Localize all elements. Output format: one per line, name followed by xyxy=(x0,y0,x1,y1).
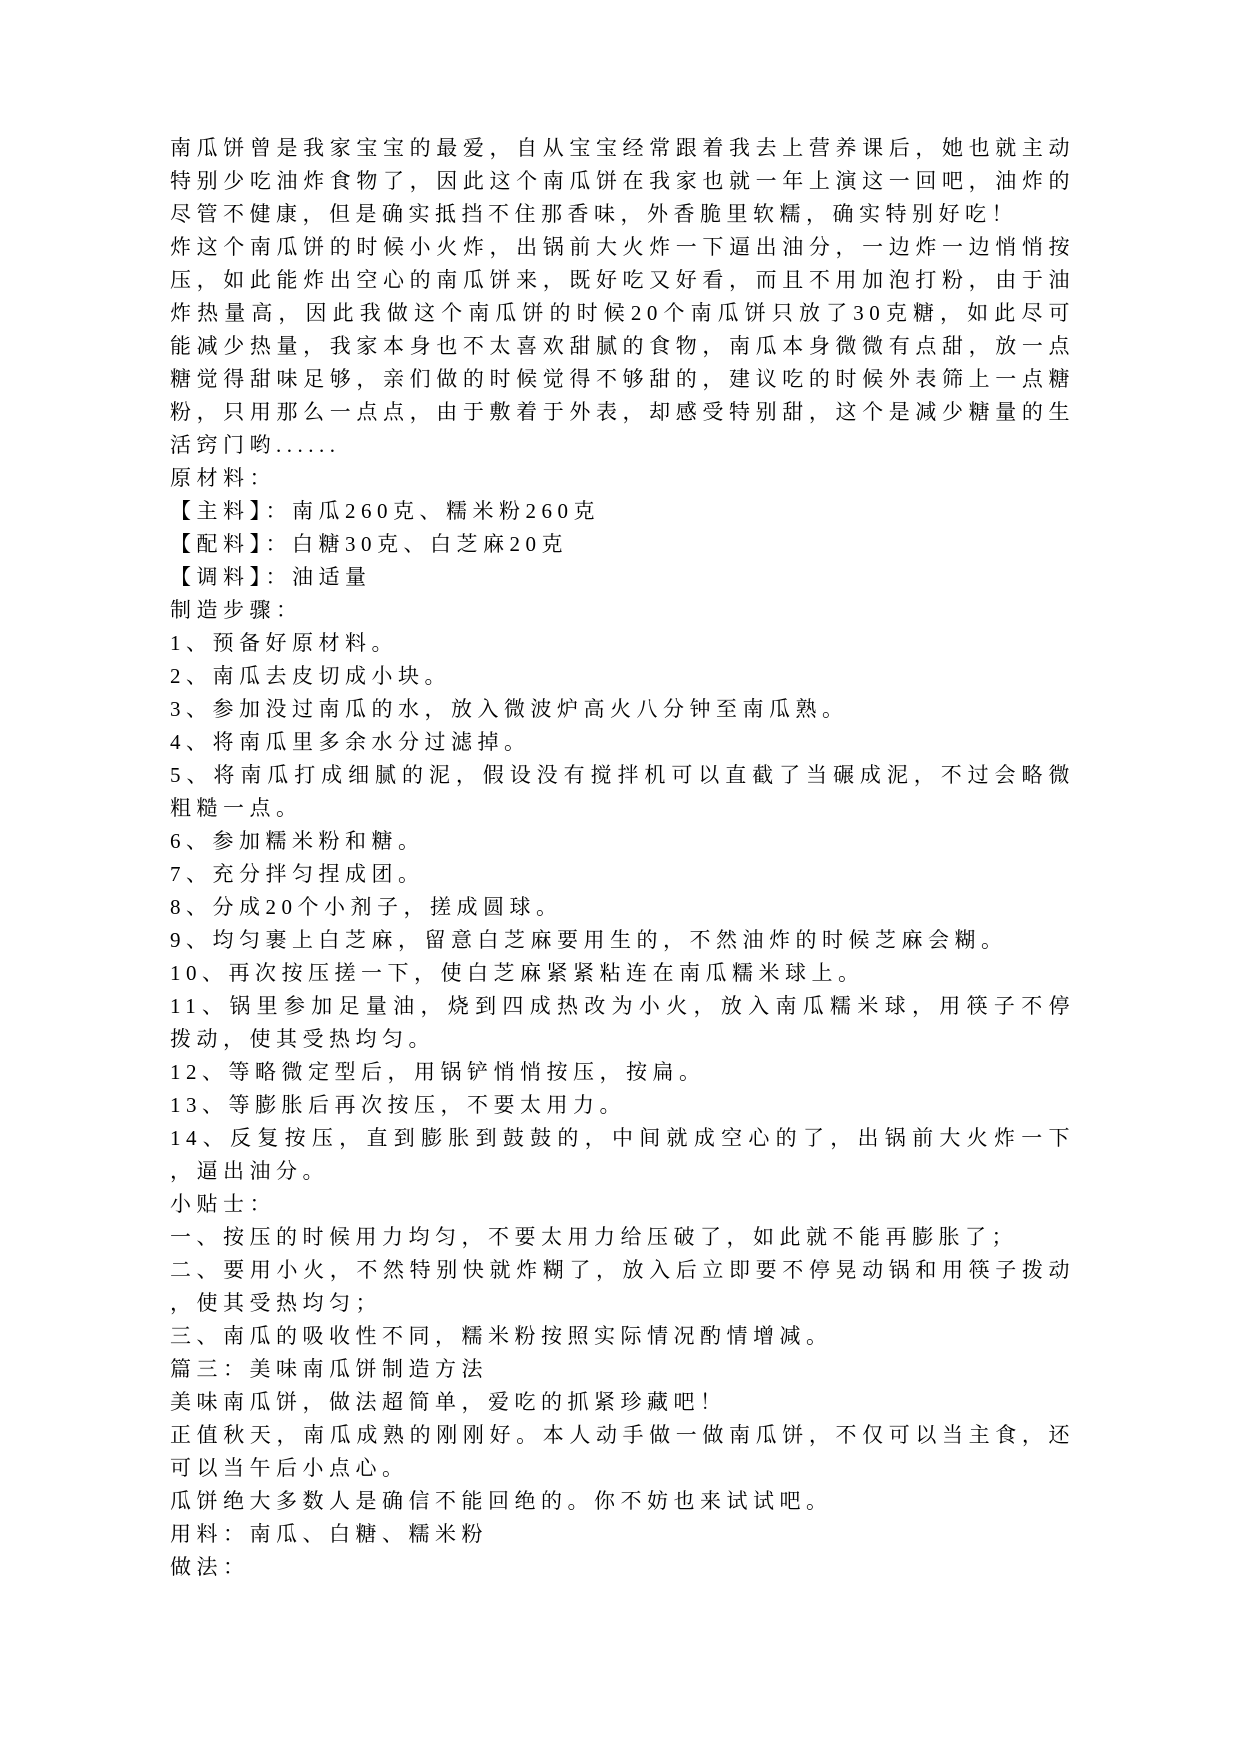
step-item: 1、预备好原材料。 xyxy=(170,631,398,655)
step-item: 10、再次按压搓一下，使白芝麻紧紧粘连在南瓜糯米球上。 xyxy=(170,961,865,985)
section-heading: 原材料： xyxy=(170,466,276,490)
section-heading: 做法： xyxy=(170,1555,250,1579)
step-item: 4、将南瓜里多余水分过滤掉。 xyxy=(170,730,531,754)
ingredient-line: 【配料】：白糖30克、白芝麻20克 xyxy=(170,532,568,556)
section-heading: 篇三：美味南瓜饼制造方法 xyxy=(170,1357,488,1381)
document-body xyxy=(170,132,1075,1584)
step-item: 8、分成20个小剂子，搓成圆球。 xyxy=(170,895,563,919)
step-item: 12、等略微定型后，用锅铲悄悄按压，按扁。 xyxy=(170,1060,706,1084)
ingredient-line: 用料：南瓜、白糖、糯米粉 xyxy=(170,1522,488,1546)
tip-item: 二、要用小火，不然特别快就炸糊了，放入后立即要不停晃动锅和用筷子拨动，使其受热均匀； xyxy=(170,1258,1075,1315)
step-item: 3、参加没过南瓜的水，放入微波炉高火八分钟至南瓜熟。 xyxy=(170,697,849,721)
step-item: 9、均匀裹上白芝麻，留意白芝麻要用生的，不然油炸的时候芝麻会糊。 xyxy=(170,928,1008,952)
ingredient-line: 【调料】：油适量 xyxy=(170,565,372,589)
step-item: 6、参加糯米粉和糖。 xyxy=(170,829,425,853)
ingredient-line: 【主料】：南瓜260克、糯米粉260克 xyxy=(170,499,600,523)
step-item: 14、反复按压，直到膨胀到鼓鼓的，中间就成空心的了，出锅前大火炸一下，逼出油分。 xyxy=(170,1126,1075,1183)
paragraph: 正值秋天，南瓜成熟的刚刚好。本人动手做一做南瓜饼，不仅可以当主食，还可以当午后小点心。 xyxy=(170,1423,1075,1480)
tip-item: 三、南瓜的吸收性不同，糯米粉按照实际情况酌情增减。 xyxy=(170,1324,833,1348)
step-item: 13、等膨胀后再次按压，不要太用力。 xyxy=(170,1093,626,1117)
step-item: 5、将南瓜打成细腻的泥，假设没有搅拌机可以直截了当碾成泥，不过会略微粗糙一点。 xyxy=(170,763,1075,820)
step-item: 11、锅里参加足量油，烧到四成热改为小火，放入南瓜糯米球，用筷子不停拨动，使其受热均匀。 xyxy=(170,994,1075,1051)
paragraph: 美味南瓜饼，做法超简单，爱吃的抓紧珍藏吧！ xyxy=(170,1390,727,1414)
section-heading: 制造步骤： xyxy=(170,598,303,622)
step-item: 2、南瓜去皮切成小块。 xyxy=(170,664,451,688)
paragraph: 炸这个南瓜饼的时候小火炸，出锅前大火炸一下逼出油分，一边炸一边悄悄按压，如此能炸出空心的南瓜饼来，既好吃又好看，而且不用加泡打粉，由于油炸热量高，因此我做这个南瓜饼的时候20个南瓜饼只放了30克糖，如此尽可能减少热量，我家本身也不太喜欢甜腻的食物，南瓜本身微微有点甜，放一点糖觉得甜味足够，亲们做的时候觉得不够甜的，建议吃的时候外表筛上一点糖粉，只用那么一点点，由于敷着于外表，却感受特别甜，这个是减少糖量的生活窍门哟...... xyxy=(170,235,1075,457)
tip-item: 一、按压的时候用力均匀，不要太用力给压破了，如此就不能再膨胀了； xyxy=(170,1225,1018,1249)
paragraph: 南瓜饼曾是我家宝宝的最爱，自从宝宝经常跟着我去上营养课后，她也就主动特别少吃油炸食物了，因此这个南瓜饼在我家也就一年上演这一回吧，油炸的尽管不健康，但是确实抵挡不住那香味，外香脆里软糯，确实特别好吃！ xyxy=(170,136,1075,226)
step-item: 7、充分拌匀捏成团。 xyxy=(170,862,425,886)
paragraph: 瓜饼绝大多数人是确信不能回绝的。你不妨也来试试吧。 xyxy=(170,1489,833,1513)
section-heading: 小贴士： xyxy=(170,1192,276,1216)
